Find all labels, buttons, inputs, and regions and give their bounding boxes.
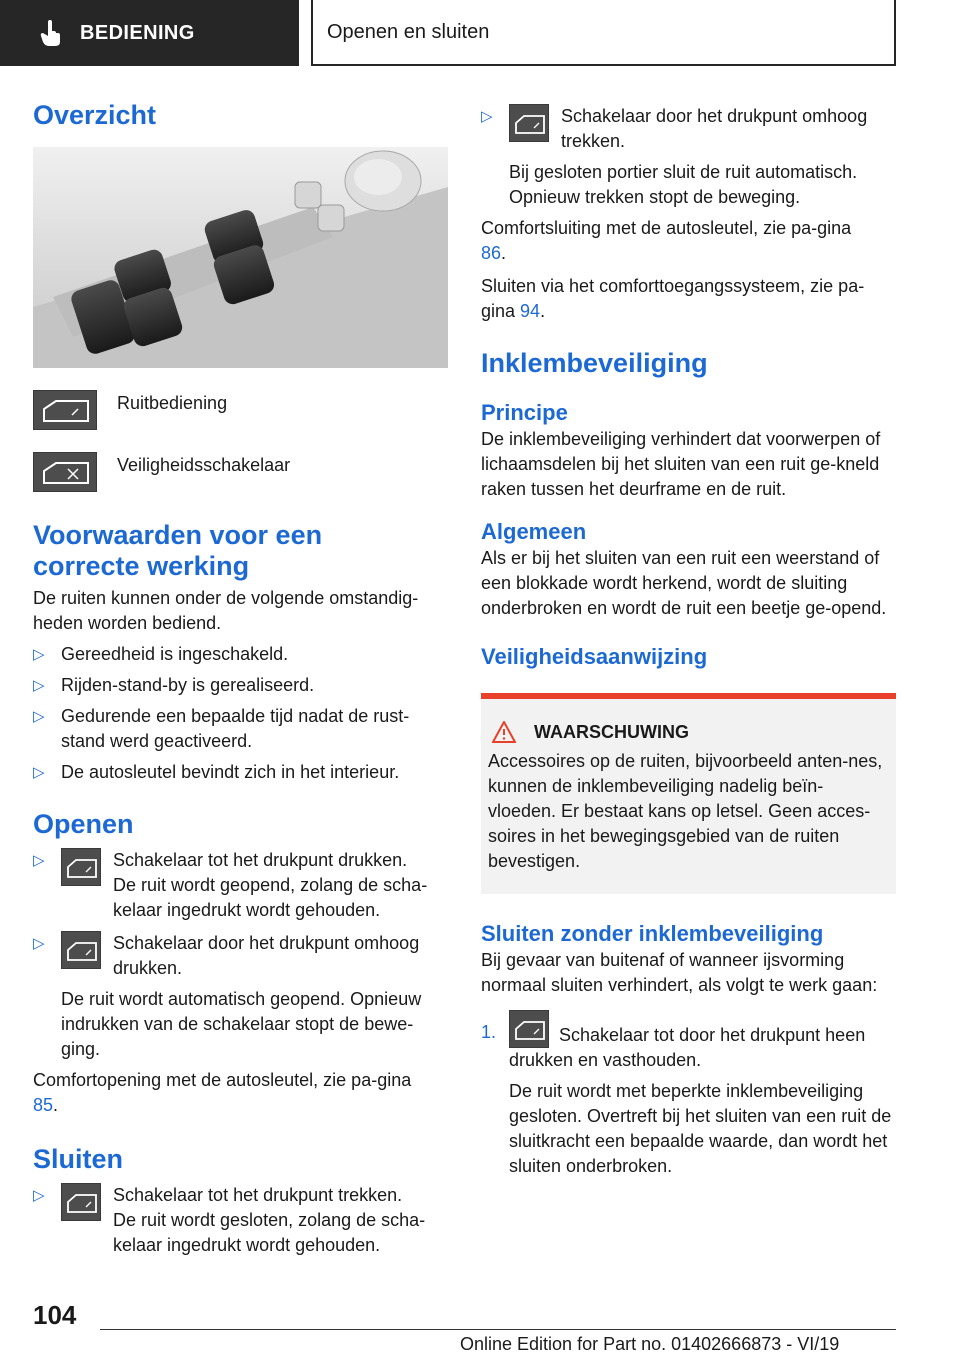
list-item: ▷ Rijden-stand-by is gerealiseerd. [33, 673, 448, 698]
window-switch-photo [33, 147, 448, 368]
page-link[interactable]: 94 [520, 301, 541, 321]
triangle-bullet-icon: ▷ [33, 677, 45, 694]
comfortopening-text: Comfortopening met de autosleutel, zie pa-gina 85. [33, 1070, 412, 1115]
page-link[interactable]: 86 [481, 243, 502, 263]
triangle-bullet-icon: ▷ [33, 852, 45, 869]
footer-rule [100, 1329, 896, 1330]
principe-heading: Principe [481, 400, 568, 425]
warning-box [481, 693, 896, 894]
triangle-bullet-icon: ▷ [33, 1187, 45, 1204]
algemeen-heading: Algemeen [481, 519, 587, 544]
zonder-heading: Sluiten zonder inklembeveiliging [481, 921, 824, 946]
window-switch-icon [61, 1183, 101, 1221]
triangle-bullet-icon: ▷ [33, 935, 45, 952]
zonder-text: Bij gevaar van buitenaf of wanneer ijsvorming normaal sluiten verhindert, als volgt te werk gaan: [481, 950, 878, 995]
section-tab [0, 0, 299, 66]
list-item: ▷ Gereedheid is ingeschakeld. [33, 642, 448, 667]
list-item: ▷ De autosleutel bevindt zich in het interieur. [33, 760, 448, 785]
edition-text: Online Edition for Part no. 01402666873 - VI/19 [460, 1334, 840, 1354]
list-item: ▷ Gedurende een bepaalde tijd nadat de rust-stand werd geactiveerd. [33, 706, 410, 751]
comforttoegang-text: Sluiten via het comforttoegangssysteem, zie pa-gina 94. [481, 276, 865, 321]
window-switch-icon [33, 390, 97, 430]
triangle-bullet-icon: ▷ [481, 108, 493, 125]
legend-label: Veiligheidsschakelaar [117, 455, 291, 475]
window-switch-icon [509, 104, 549, 142]
legend-ruitbediening [33, 390, 448, 430]
warning-text: Accessoires op de ruiten, bijvoorbeeld anten-nes, kunnen de inklembeveiliging nadelig beïn-vloeden. Er bestaat kans op letsel. Geen acces-soires in het bewegingsgebied van de ruiten bevestigen. [488, 751, 883, 871]
window-switch-icon [509, 1010, 549, 1048]
comfortsluiting-text: Comfortsluiting met de autosleutel, zie pa-gina 86. [481, 218, 852, 263]
voorwaarden-list [33, 642, 448, 785]
sluiten-item-1: ▷ Schakelaar tot het drukpunt trekken. De ruit wordt gesloten, zolang de scha-kelaar ingedrukt wordt gehouden. [33, 1185, 426, 1255]
overzicht-heading: Overzicht [33, 100, 157, 130]
inklem-heading: Inklembeveiliging [481, 348, 708, 378]
openen-heading: Openen [33, 809, 134, 839]
page-header [0, 0, 960, 66]
safety-switch-icon [33, 452, 97, 492]
page-footer [0, 1290, 960, 1362]
window-switch-icon [61, 931, 101, 969]
left-column [33, 100, 448, 1258]
warning-title: WAARSCHUWING [488, 721, 888, 743]
right-column [481, 104, 896, 1179]
openen-item-1: ▷ Schakelaar tot het drukpunt drukken. De ruit wordt geopend, zolang de scha-kelaar ingedrukt wordt gehouden. [33, 850, 428, 920]
voorwaarden-intro: De ruiten kunnen onder de volgende omstandig-heden worden bediend. [33, 588, 419, 633]
triangle-bullet-icon: ▷ [33, 646, 45, 663]
triangle-bullet-icon: ▷ [33, 708, 45, 725]
chapter-title: Openen en sluiten [311, 0, 896, 66]
legend-label: Ruitbediening [117, 393, 228, 413]
step-1: 1. Schakelaar tot door het drukpunt heen drukken en vasthouden. De ruit wordt met beperkte inklembeveiliging gesloten. Overtreft bij het sluiten van een ruit de sluitkracht een bepaalde waarde, dan wordt het sluiten onderbroken. [481, 1010, 896, 1179]
openen-item-2: ▷ Schakelaar door het drukpunt omhoog drukken. De ruit wordt automatisch geopend. Opnieuw indrukken van de schakelaar stopt de bewe-ging. [33, 933, 422, 1059]
switch-panel-image [33, 147, 448, 368]
page-link[interactable]: 85 [33, 1095, 54, 1115]
legend-veiligheidsschakelaar [33, 452, 448, 492]
section-title: BEDIENING [80, 21, 195, 44]
principe-text: De inklembeveiliging verhindert dat voorwerpen of lichaamsdelen bij het sluiten van een ruit ge-kneld raken tussen het deurframe en de ruit. [481, 429, 881, 499]
voorwaarden-heading: Voorwaarden voor een correcte werking [33, 520, 323, 581]
veiligheid-heading: Veiligheidsaanwijzing [481, 644, 708, 669]
sluiten-item-2: ▷ Schakelaar door het drukpunt omhoog trekken. Bij gesloten portier sluit de ruit automatisch. Opnieuw trekken stopt de beweging. [481, 106, 868, 207]
sluiten-heading: Sluiten [33, 1144, 124, 1174]
algemeen-text: Als er bij het sluiten van een ruit een weerstand of een blokkade wordt herkend, wordt de sluiting onderbroken en wordt de ruit een beetje ge-opend. [481, 548, 887, 618]
step-number: 1. [481, 1022, 497, 1042]
triangle-bullet-icon: ▷ [33, 764, 45, 781]
page-number: 104 [33, 1300, 77, 1330]
warning-triangle-icon [492, 721, 516, 743]
hand-icon [40, 20, 62, 46]
window-switch-icon [61, 848, 101, 886]
